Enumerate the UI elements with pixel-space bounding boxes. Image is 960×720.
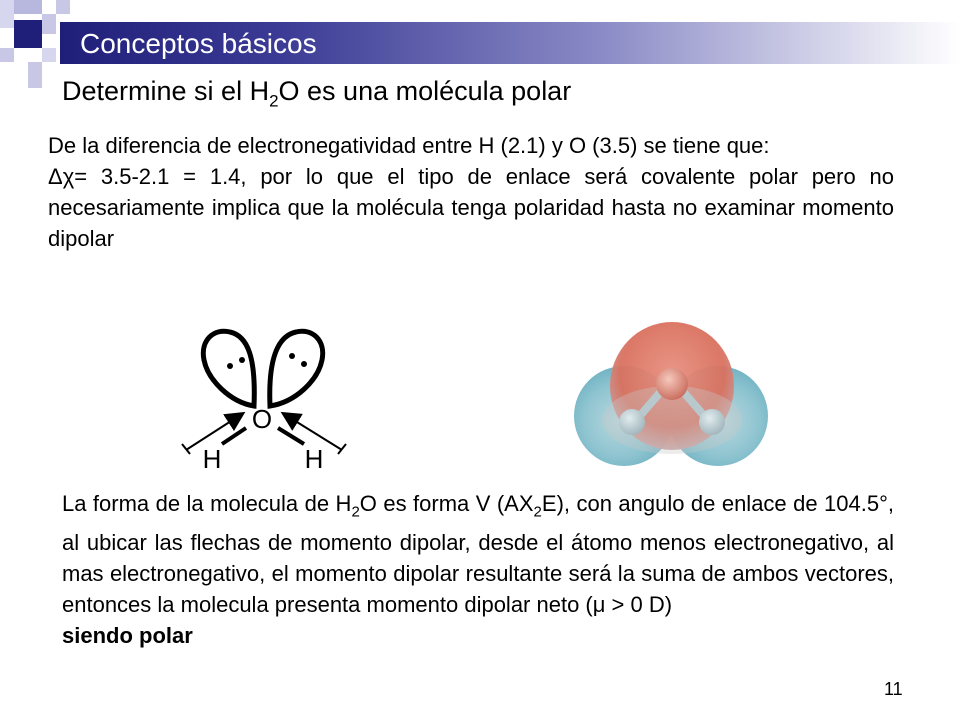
slide-title: Conceptos básicos bbox=[80, 28, 317, 59]
question-heading bbox=[62, 76, 571, 111]
decor-square bbox=[14, 20, 42, 48]
conclusion-text-3: E), con angulo de enlace de 104.5°, al ubicar las flechas de momento dipolar, desde el átomo menos electronegativo, al mas electronegativo, el momento dipolar resultante será la suma de ambos vectores, entonces la molecula presenta momento dipolar neto (μ > 0 D) bbox=[62, 491, 895, 618]
conclusion-text-2: O es forma V (AX bbox=[359, 491, 534, 516]
decor-square bbox=[56, 0, 70, 14]
question-subscript: 2 bbox=[269, 91, 279, 111]
lone-pair-dot bbox=[239, 357, 245, 363]
decor-square bbox=[0, 48, 14, 62]
hydrogen-atom-right-label: H bbox=[304, 444, 324, 474]
lone-pair-dot bbox=[227, 363, 233, 369]
conclusion-subscript-2: 2 bbox=[533, 503, 542, 521]
explanation-paragraph bbox=[48, 130, 894, 254]
electronegativity-line: De la diferencia de electronegatividad entre H (2.1) y O (3.5) se tiene que: bbox=[48, 133, 770, 158]
lone-pair-dot bbox=[289, 353, 295, 359]
page-number: 11 bbox=[884, 679, 903, 699]
decor-square bbox=[0, 0, 14, 28]
hydrogen-atom-ball-left bbox=[619, 409, 645, 435]
conclusion-paragraph bbox=[62, 488, 894, 651]
delta-chi-symbol: Δχ bbox=[48, 164, 75, 189]
decor-square bbox=[14, 0, 42, 14]
hydrogen-atom-ball-right bbox=[699, 409, 725, 435]
conclusion-subscript-1: 2 bbox=[351, 503, 360, 521]
lewis-structure-diagram bbox=[170, 318, 360, 478]
electrostatic-potential-map bbox=[568, 316, 778, 476]
decor-square bbox=[42, 14, 56, 34]
bond-type-text: = 3.5-2.1 = 1.4, por lo que el tipo de enlace será covalente polar pero no necesariamente implica que la molécula tenga polaridad hasta no examinar momento dipolar bbox=[48, 164, 894, 251]
lone-pair-dot bbox=[301, 361, 307, 367]
lone-pair-lobe-right bbox=[270, 331, 323, 406]
conclusion-text-1: La forma de la molecula de H bbox=[62, 491, 352, 516]
bond-line-right bbox=[278, 428, 304, 444]
bond-line-left bbox=[222, 428, 246, 444]
oxygen-atom-ball bbox=[656, 368, 688, 400]
decor-square bbox=[42, 48, 56, 62]
decor-square bbox=[28, 62, 42, 88]
hydrogen-atom-left-label: H bbox=[202, 444, 222, 474]
question-text-suffix: O es una molécula polar bbox=[278, 76, 572, 106]
question-text-prefix: Determine si el H bbox=[62, 76, 270, 106]
conclusion-bold-text: siendo polar bbox=[62, 623, 193, 649]
oxygen-atom-label: O bbox=[251, 404, 273, 434]
